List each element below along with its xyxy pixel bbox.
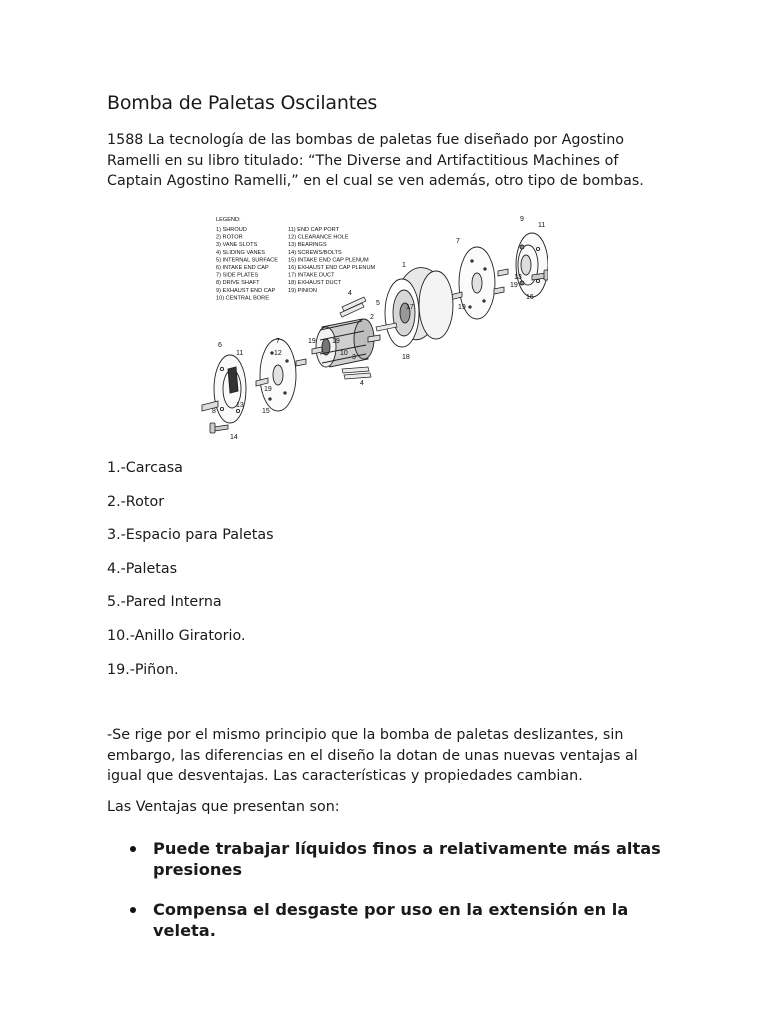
callout-label: 18 [402, 354, 410, 361]
callout-label: 5 [376, 300, 380, 307]
callout-label: 12 [274, 350, 282, 357]
callout-label: 8 [212, 408, 216, 415]
list-item: 3.-Espacio para Paletas [107, 527, 274, 544]
legend-title: LEGEND: [216, 217, 241, 223]
legend-entry: 4) SLIDING VANES [216, 249, 266, 256]
legend-entry: 2) ROTOR [216, 234, 243, 241]
legend-entry: 11) END CAP PORT [288, 227, 339, 233]
bullet-icon [130, 907, 136, 913]
callout-label: 19 [264, 386, 272, 393]
advantage-text: Puede trabajar líquidos finos a relativamente más altas presiones [153, 839, 661, 879]
legend-left-column [216, 227, 278, 301]
intro-paragraph: 1588 La tecnología de las bombas de paletas fue diseñado por Agostino Ramelli en su libro titulado: “The Diverse and Artifactitious Machines of Captain Agostino Ramelli,” en el cual se ven además, otro tipo de bombas. [107, 132, 644, 189]
legend-entry: 8) DRIVE SHAFT [216, 280, 260, 287]
legend-entry: 10) CENTRAL BORE [216, 295, 269, 302]
callout-label: 7 [276, 338, 280, 345]
list-item: 1.-Carcasa [107, 460, 183, 476]
list-item: 5.-Pared Interna [107, 594, 222, 611]
legend-entry: 17) INTAKE DUCT [288, 272, 335, 279]
advantage-item [130, 899, 690, 941]
legend-entry: 7) SIDE PLATES [216, 272, 259, 279]
legend-right-column [288, 227, 375, 294]
list-item: 19.-Piñon. [107, 661, 179, 678]
callout-label: 13 [514, 274, 522, 281]
advantages-intro: Las Ventajas que presentan son: [107, 799, 340, 815]
callout-label: 19 [332, 338, 340, 345]
legend-entry: 19) PINION [288, 287, 317, 294]
callout-label: 6 [218, 342, 222, 349]
callout-label: 19 [458, 304, 466, 311]
callout-label: 11 [236, 350, 244, 357]
callout-label: 10 [340, 350, 348, 357]
advantage-text: Compensa el desgaste por uso en la extensión en la veleta. [153, 900, 629, 940]
callout-label: 19 [510, 282, 518, 289]
legend-entry: 14) SCREWS/BOLTS [288, 249, 342, 256]
pump-exploded-diagram [192, 209, 548, 443]
callout-label: 7 [456, 238, 460, 245]
legend-entry: 3) VANE SLOTS [216, 242, 258, 249]
list-item: 2.-Rotor [107, 493, 165, 510]
parts-list [107, 458, 274, 693]
bullet-icon [130, 846, 136, 852]
legend-entry: 16) EXHAUST END CAP PLENUM [288, 265, 376, 271]
callout-label: 2 [370, 314, 374, 321]
callout-label: 16 [526, 294, 534, 301]
legend-entry: 12) CLEARANCE HOLE [288, 234, 349, 241]
body-paragraph: -Se rige por el mismo principio que la bomba de paletas deslizantes, sin embargo, las diferencias en el diseño la dotan de unas nuevas ventajas al igual que desventajas. Las características y propiedades cambian. [107, 727, 638, 784]
list-item: 10.-Anillo Giratorio. [107, 627, 246, 644]
intake-end-cap [214, 355, 246, 423]
legend-entry: 5) INTERNAL SURFACE [216, 257, 278, 264]
callout-label: 14 [230, 434, 238, 441]
legend-entry: 1) SHROUD [216, 227, 247, 233]
shroud [385, 268, 453, 347]
callout-label: 15 [262, 408, 270, 415]
callout-label: 11 [538, 222, 546, 229]
callout-label: 9 [520, 216, 524, 223]
callout-label: 17 [406, 304, 414, 311]
legend-entry: 13) BEARINGS [288, 242, 327, 249]
callout-label: 3 [352, 354, 356, 361]
callout-label: 19 [308, 338, 316, 345]
document-title: Bomba de Paletas Oscilantes [107, 92, 378, 114]
callout-label: 4 [348, 290, 352, 297]
callout-label: 1 [402, 262, 406, 269]
list-item: 4.-Paletas [107, 560, 178, 577]
legend-entry: 6) INTAKE END CAP [216, 265, 269, 271]
callout-label: 4 [360, 380, 364, 387]
rotor [316, 319, 374, 367]
advantages-list [130, 838, 690, 941]
legend-entry: 18) EXHAUST DUCT [288, 280, 342, 287]
intake-bolt [210, 423, 228, 433]
legend-entry: 15) INTAKE END CAP PLENUM [288, 257, 369, 264]
callout-label: 13 [236, 402, 244, 409]
advantage-item [130, 838, 690, 880]
exhaust-end-cap [516, 233, 548, 297]
legend-entry: 9) EXHAUST END CAP [216, 287, 276, 294]
